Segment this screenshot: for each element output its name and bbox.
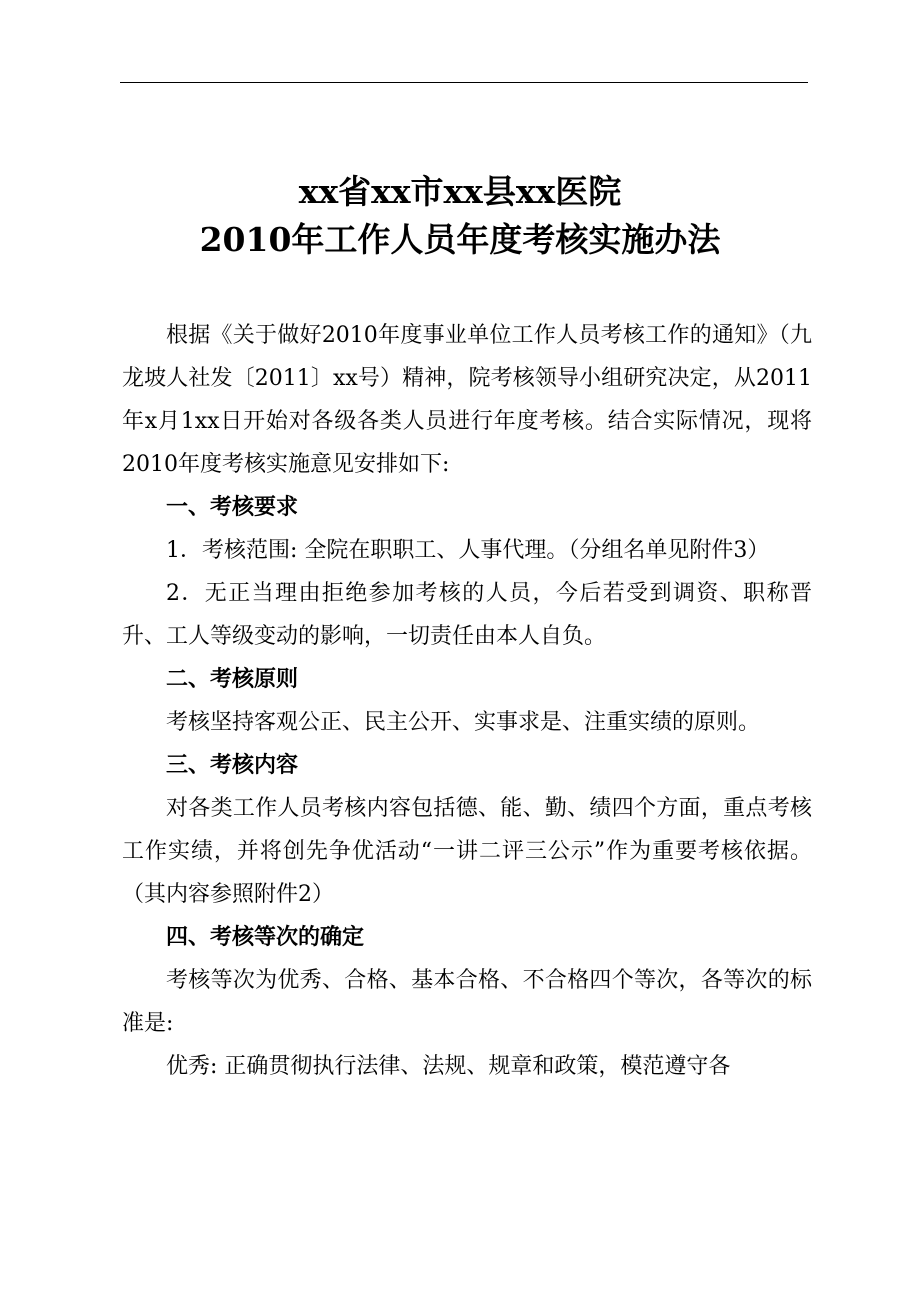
- document-title-line2: 2010年工作人员年度考核实施办法: [199, 220, 721, 259]
- section-heading-grades: 四、考核等次的确定: [166, 925, 365, 950]
- grades-paragraph: 考核等次为优秀、合格、基本合格、不合格四个等次，各等次的标准是:: [122, 968, 812, 1036]
- grade-excellent-paragraph: 优秀: 正确贯彻执行法律、法规、规章和政策，模范遵守各: [166, 1054, 731, 1079]
- document-title-line1: xx省xx市xx县xx医院: [298, 172, 622, 211]
- section-heading-requirements: 一、考核要求: [166, 495, 299, 520]
- requirement-item-refusal: 2．无正当理由拒绝参加考核的人员，今后若受到调资、职称晋升、工人等级变动的影响，一切责任由本人自负。: [122, 581, 812, 649]
- principles-paragraph: 考核坚持客观公正、民主公开、实事求是、注重实绩的原则。: [166, 710, 761, 735]
- document-body: [122, 314, 812, 1088]
- header-rule: [120, 82, 808, 83]
- section-heading-principles: 二、考核原则: [166, 667, 299, 692]
- content-paragraph: 对各类工作人员考核内容包括德、能、勤、绩四个方面，重点考核工作实绩，并将创先争优活动“一讲二评三公示”作为重要考核依据。（其内容参照附件2）: [122, 796, 812, 907]
- intro-paragraph: 根据《关于做好2010年度事业单位工作人员考核工作的通知》（九龙坡人社发〔2011〕xx号）精神，院考核领导小组研究决定，从2011年x月1xx日开始对各级各类人员进行年度考核。结合实际情况，现将2010年度考核实施意见安排如下:: [122, 323, 812, 477]
- requirement-item-scope: 1．考核范围: 全院在职职工、人事代理。（分组名单见附件3）: [166, 538, 770, 563]
- section-heading-content: 三、考核内容: [166, 753, 299, 778]
